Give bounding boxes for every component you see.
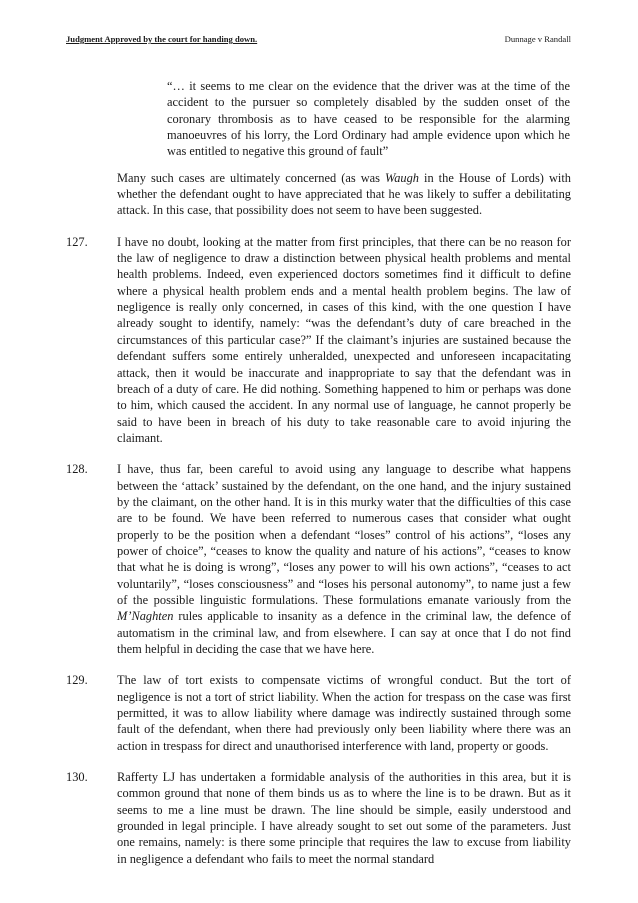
- case-name-mnaghten: M’Naghten: [117, 609, 174, 624]
- paragraph-128: [66, 461, 571, 657]
- paragraph-129: [66, 672, 571, 754]
- header-approval-note: Judgment Approved by the court for handing down.: [66, 34, 258, 44]
- paragraph-127: [66, 234, 571, 446]
- paragraph-text: The law of tort exists to compensate victims of wrongful conduct. But the tort of negligence is not a tort of strict liability. When the action for trespass on the case was first permitted, it was to allow liability where damage was indirectly sustained through some fault of the defendant, when there had previously only been liability where there was an action in trespass for direct and unauthorised interference with land, property or goods.: [117, 673, 571, 753]
- header-case-name: Dunnage v Randall: [504, 34, 571, 44]
- continuation-paragraph: [117, 170, 571, 219]
- paragraph-number: 130.: [66, 770, 88, 785]
- paragraph-text-after: rules applicable to insanity as a defence in the criminal law, the defence of automatism in the criminal law, and from elsewhere. I can say at once that I do not find them helpful in deciding the case that we have here.: [117, 609, 571, 656]
- paragraph-text: I have no doubt, looking at the matter from first principles, that there can be no reason for the law of negligence to draw a distinction between physical health problems and mental health problems. Indeed, even experienced doctors sometimes find it difficult to define where a physical health problem ends and a mental health problem begins. The law of negligence is really only concerned, in cases of this kind, with the one question I have already sought to identify, namely: “was the defendant’s duty of care breached in the circumstances of this particular case?” If the claimant’s injuries are sustained because the defendant suffers some entirely unheralded, unexpected and unforeseen incapacitating attack, then it would be inaccurate and inappropriate to say that the defendant was in breach of a duty of care. He did nothing. Something happened to him or perhaps was done to him, which caused the accident. In any normal use of language, he cannot properly be said to have been in breach of his duty to take reasonable care to avoid injuring the claimant.: [117, 234, 571, 445]
- paragraph-number: 129.: [66, 673, 88, 688]
- continuation-text-1: Many such cases are ultimately concerned (as was: [117, 170, 386, 185]
- case-name-waugh: Waugh: [385, 170, 419, 185]
- paragraph-130: [66, 769, 571, 867]
- paragraph-number: 127.: [66, 234, 88, 249]
- paragraph-text-before: I have, thus far, been careful to avoid using any language to describe what happens between the ‘attack’ sustained by the defendant, on the one hand, and the injury sustained by the claimant, on the other hand. It is in this murky water that the difficulties of this case are to be found. We have been referred to numerous cases that consider what ought properly to be the position when a defendant “loses” control of his actions”, “loses any power of choice”, “ceases to know the quality and nature of his actions”, “ceases to know that what he is doing is wrong”, “loses any power to will his own actions”, “ceases to act voluntarily”, “loses consciousness” and “loses his personal autonomy”, to name just a few of the possible linguistic formulations. These formulations emanate variously from the: [117, 462, 571, 607]
- block-quote: “… it seems to me clear on the evidence that the driver was at the time of the accident to the pursuer so completely disabled by the sudden onset of the coronary thrombosis as to have ceased to be responsible for the alarming manoeuvres of his lorry, the Lord Ordinary had ample evidence upon which he was entitled to negative this ground of fault”: [167, 79, 570, 159]
- paragraph-text: Rafferty LJ has undertaken a formidable analysis of the authorities in this area, but it is common ground that none of them binds us as to where the line is to be drawn. But as it seems to me a line must be drawn. The line should be simple, easily understood and grounded in legal principle. I have already sought to set out some of the parameters. Just one remains, namely: is there some principle that requires the law to excuse from liability in negligence a defendant who fails to meet the normal standard: [117, 770, 571, 866]
- paragraph-number: 128.: [66, 462, 88, 477]
- judgment-body: [66, 78, 571, 882]
- continuation-text-2: in the House of Lords) with whether the defendant ought to have appreciated that he was likely to suffer a debilitating attack. In this case, that possibility does not seem to have been suggested.: [117, 170, 571, 218]
